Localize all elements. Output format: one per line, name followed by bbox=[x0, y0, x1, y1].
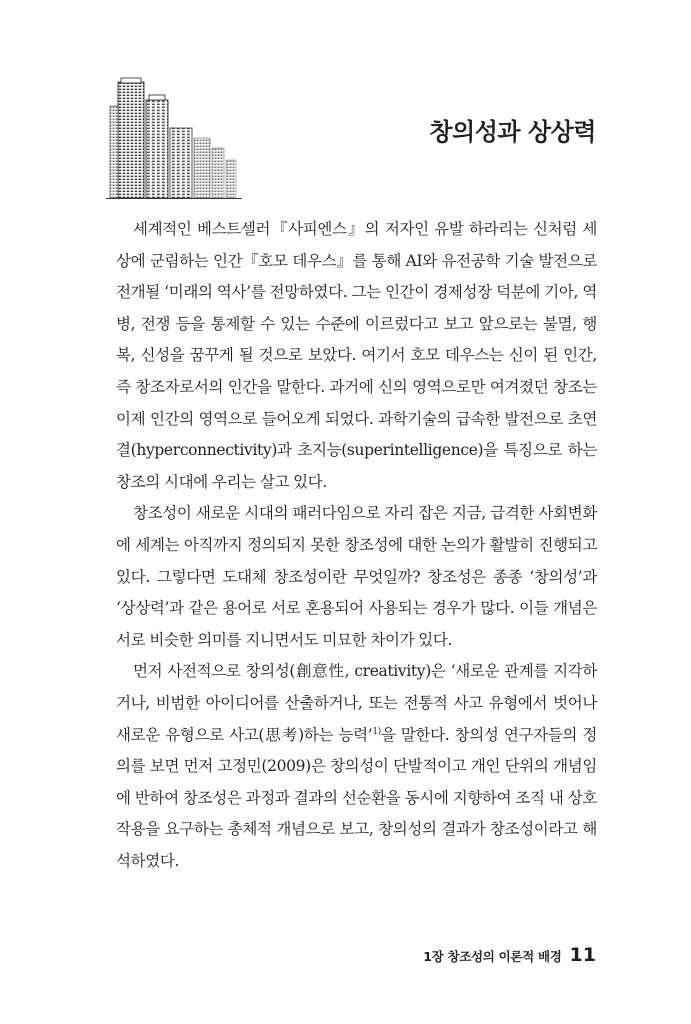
building-small bbox=[194, 138, 236, 198]
building-medium bbox=[146, 95, 168, 198]
building-thin bbox=[110, 106, 118, 198]
paragraph: 세계적인 베스트셀러『사피엔스』의 저자인 유발 하라리는 신처럼 세상에 군림하는 인간『호모 데우스』를 통해 AI와 유전공학 기술 발전으로 전개될 ‘미래의 역사’를 전망하였다. 그는 인간이 경제성장 덕분에 기아, 역병, 전쟁 등을 통제할 수 있는 수준에 이르렀다고 보고 앞으로는 불멸, 행복, 신성을 꿈꾸게 될 것으로 보았다. 여기서 호모 데우스는 신이 된 인간, 즉 창조자로서의 인간을 말한다. 과거에 신의 영역으로만 여겨졌던 창조는 이제 인간의 영역으로 들어오게 되었다. 과학기술의 급속한 발전으로 초연결(hyperconnectivity)과 초지능(superintelligence)을 특징으로 하는 창조의 시대에 우리는 살고 있다. bbox=[116, 220, 597, 491]
footnote-reference[interactable]: 1) bbox=[372, 726, 381, 737]
building-short bbox=[170, 128, 192, 198]
paragraph bbox=[116, 656, 597, 877]
page-number: 11 bbox=[569, 944, 596, 966]
paragraph-text: 을 말한다. 창의성 연구자들의 정의를 보면 먼저 고정민(2009)은 창의성이 단발적이고 개인 단위의 개념임에 반하여 창조성은 과정과 결과의 선순환을 동시에 지향하여 조직 내 상호작용을 요구하는 총체적 개념으로 보고, 창의성의 결과가 창조성이라고 해석하였다. bbox=[116, 725, 597, 870]
body-text bbox=[116, 214, 597, 877]
city-buildings-illustration bbox=[106, 76, 242, 200]
paragraph-text: 먼저 사전적으로 창의성(創意性, creativity)은 ‘새로운 관계를 지각하거나, 비범한 아이디어를 산출하거나, 또는 전통적 사고 유형에서 벗어나 새로운 유형으로 사고(思考)하는 능력’ bbox=[116, 662, 597, 744]
building-tall bbox=[118, 78, 144, 198]
paragraph: 창조성이 새로운 시대의 패러다임으로 자리 잡은 지금, 급격한 사회변화에 세계는 아직까지 정의되지 못한 창조성에 대한 논의가 활발히 진행되고 있다. 그렇다면 도대체 창조성이란 무엇일까? 창조성은 종종 ‘창의성’과 ‘상상력’과 같은 용어로 서로 혼용되어 사용되는 경우가 많다. 이들 개념은 서로 비슷한 의미를 지니면서도 미묘한 차이가 있다. bbox=[116, 504, 597, 649]
page-footer bbox=[380, 944, 596, 966]
running-footer-chapter: 1장 창조성의 이론적 배경 bbox=[423, 949, 562, 964]
chapter-title: 창의성과 상상력 bbox=[429, 118, 596, 146]
